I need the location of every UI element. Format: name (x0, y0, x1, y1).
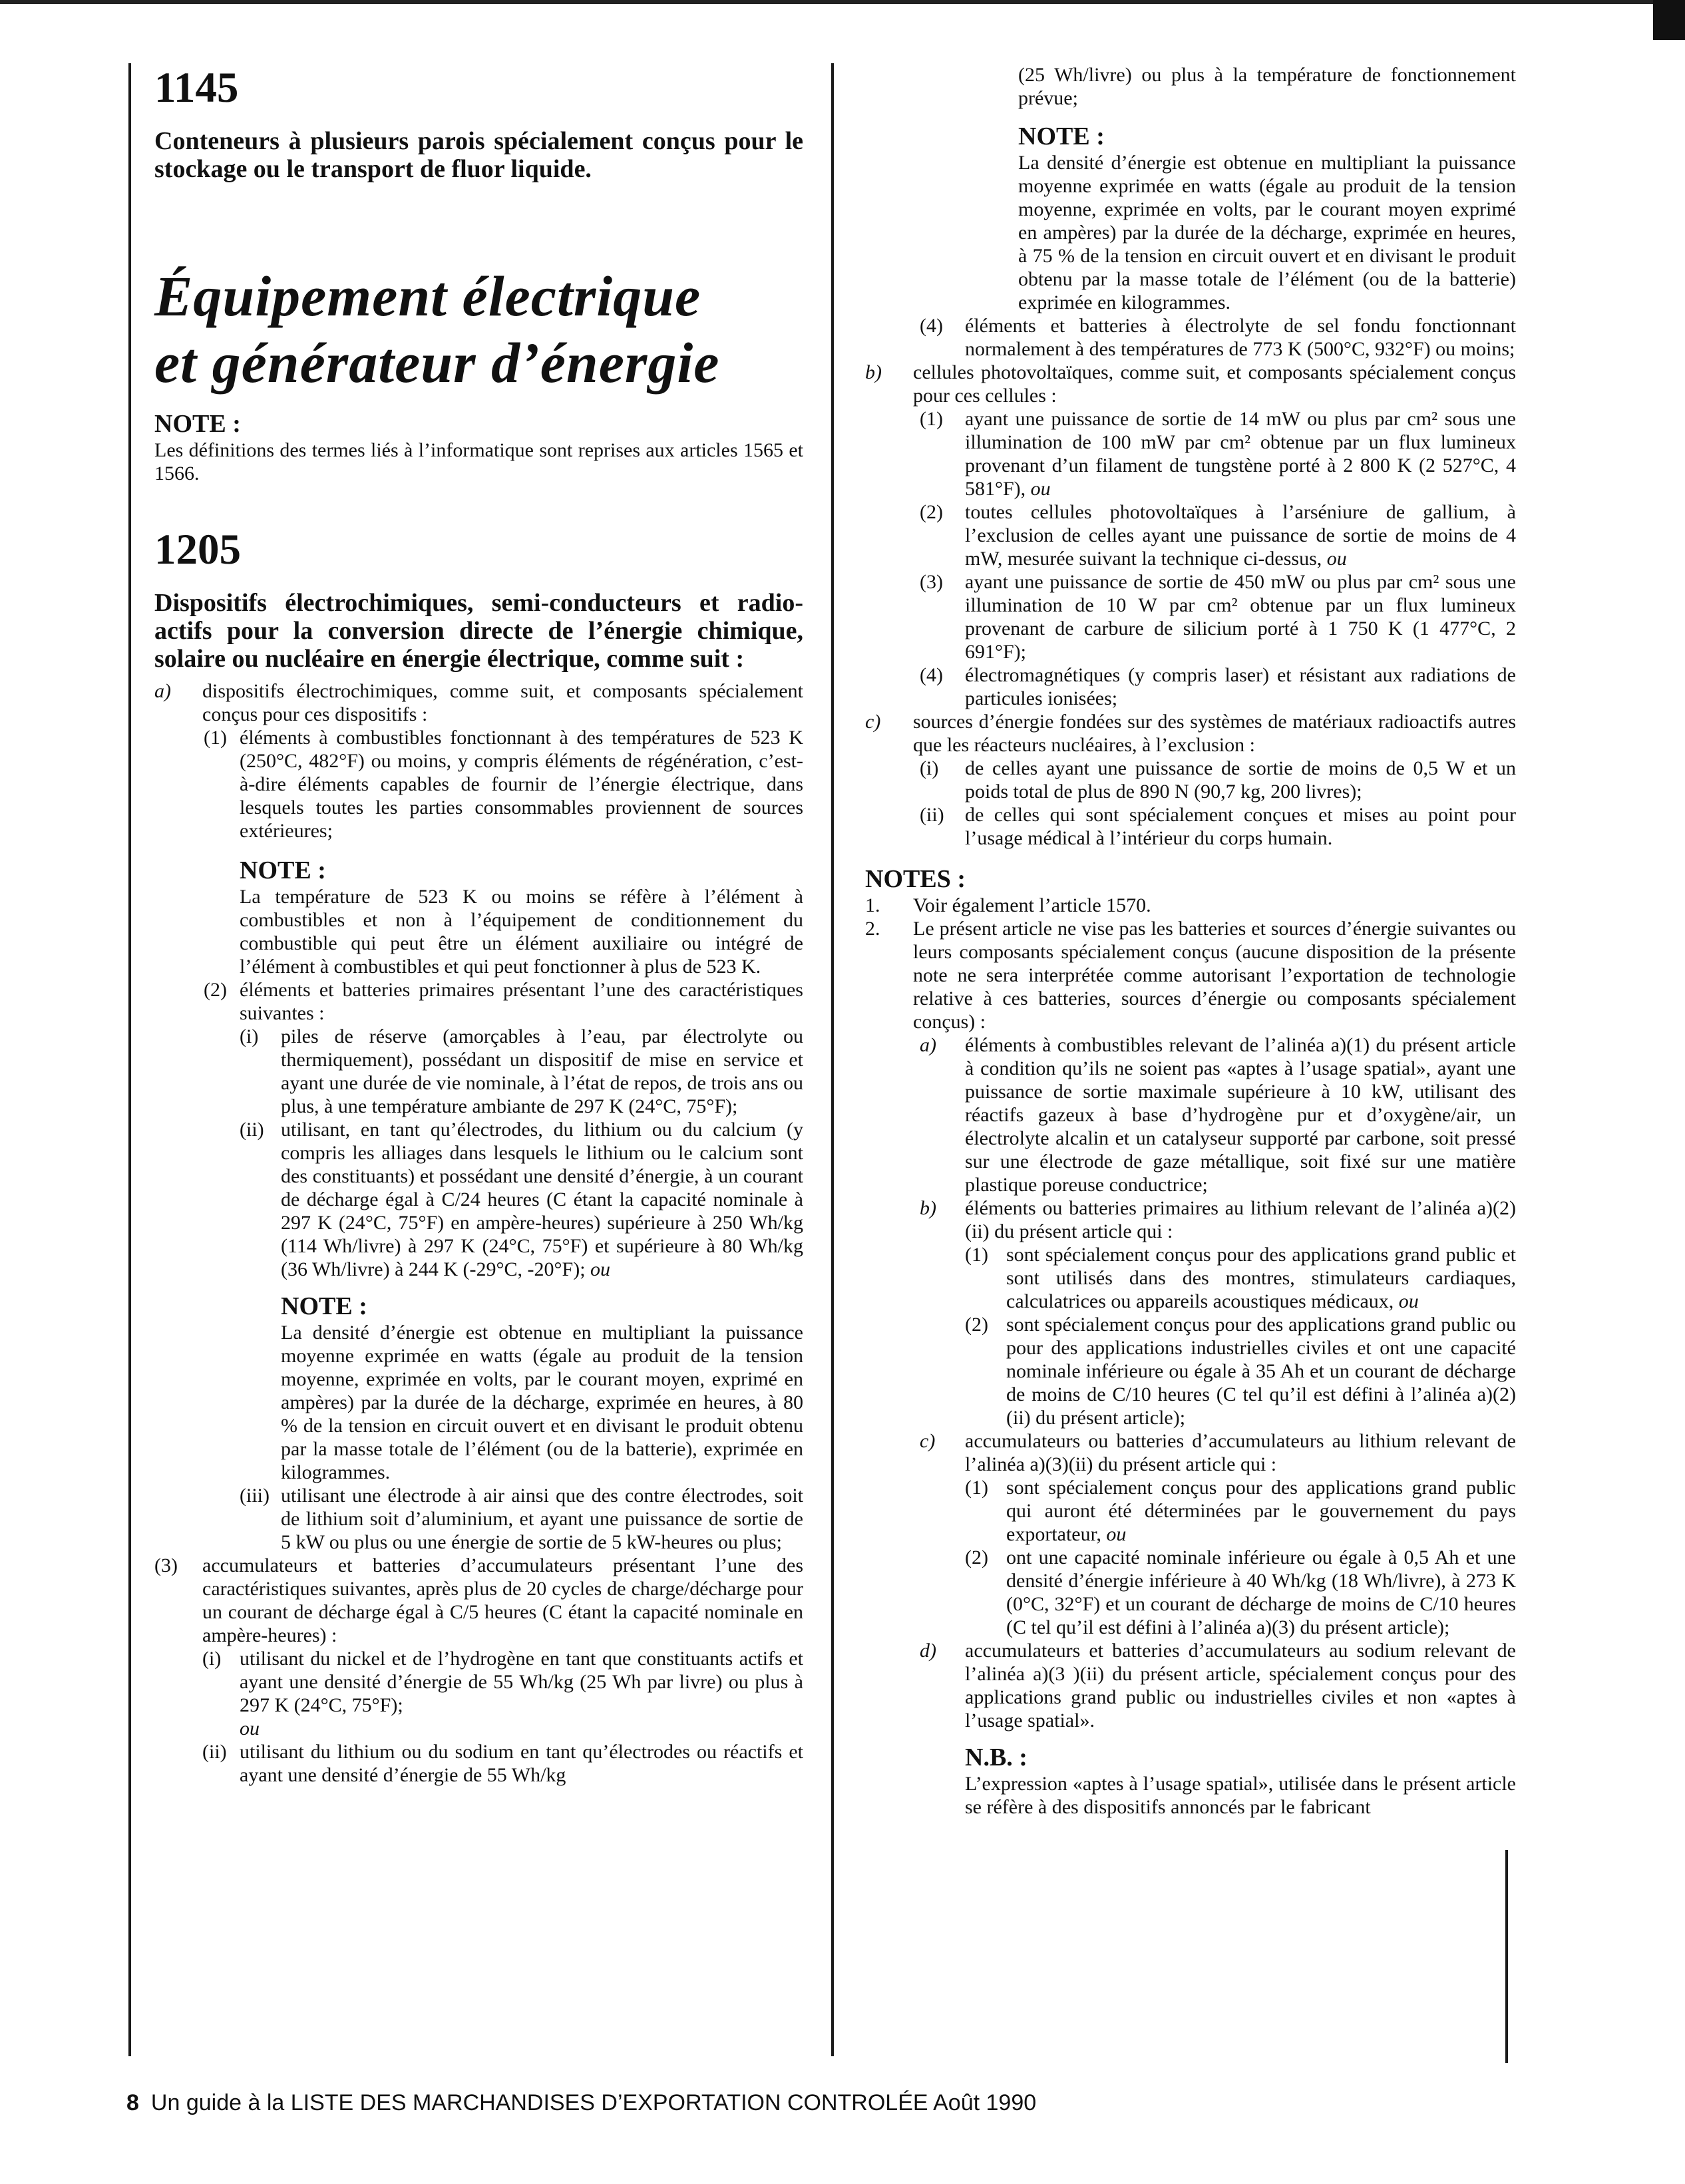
item-a1 (204, 726, 803, 842)
note-heading: NOTE : (154, 410, 241, 438)
item-a-text: dispositifs électrochimiques, comme suit, et composants spécialement conçus pour ces dispositifs : (202, 680, 803, 725)
note-2b1-label: (1) (965, 1244, 988, 1266)
item-a2i (240, 1025, 803, 1118)
note-2c2-text: ont une capacité nominale inférieure ou égale à 0,5 Ah et une densité d’énergie inférieure à 40 Wh/kg (18 Wh/livre), à 273 K (0°C, 32°F) et un courant de décharge de moins de C/10 heures (C tel qu’il est défini à l’alinéa a)(3) du présent article); (1006, 1547, 1516, 1638)
item-a3i-label: (i) (202, 1648, 222, 1670)
item-ci (920, 757, 1516, 803)
item-b1-label: (1) (920, 408, 943, 430)
item-a3ii-label: (ii) (202, 1741, 227, 1763)
item-a2i-text: piles de réserve (amorçables à l’eau, par électrolyte ou thermiquement), possédant un dispositif de mise en service et ayant une durée de vie nominale, à l’état de repos, de trois ans ou plus, à une température ambiante de 297 K (24°C, 75°F); (281, 1025, 803, 1117)
item-c-label: c) (865, 711, 881, 733)
item-b2-ou: ou (1326, 548, 1347, 570)
item-a3-label: (3) (154, 1554, 178, 1576)
item-a4-text: éléments et batteries à électrolyte de sel fondu fonctionnant normalement à des températures de 773 K (500°C, 932°F) ou moins; (965, 315, 1516, 360)
right-margin-rule (1505, 1850, 1508, 2063)
nb-block (965, 1743, 1516, 1819)
item-a2ii-label: (ii) (240, 1119, 264, 1141)
article-1145-number: 1145 (154, 64, 239, 112)
item-a2ii (240, 1118, 803, 1281)
corner-mark (1653, 0, 1685, 40)
item-b4-text: électromagnétiques (y compris laser) et résistant aux radiations de particules ionisées; (965, 664, 1516, 709)
note-1-label: 1. (865, 894, 880, 916)
item-a-label: a) (154, 680, 171, 702)
item-a3 (154, 1554, 803, 1647)
item-a3ii-text: utilisant du lithium ou du sodium en tant qu’électrodes ou réactifs et ayant une densité d’énergie de 55 Wh/kg (240, 1741, 803, 1786)
item-b2-text: toutes cellules photovoltaïques à l’arséniure de gallium, à l’exclusion de celles ayant une puissance de sortie de moins de 4 mW, mesurée suivant la technique ci-dessus, (965, 501, 1516, 570)
article-1205-number: 1205 (154, 526, 241, 574)
note-2-text: Le présent article ne vise pas les batteries et sources d’énergie suivantes ou leurs composants spécialement conçus (aucune disposition de la présente note ne sera interprétée comme autorisant l’exportation de technologie relative à ces batteries, sources d’énergie ou composants spécialement conçus) : (913, 918, 1516, 1033)
item-a2 (204, 978, 803, 1025)
note-1 (865, 894, 1516, 917)
note-2c (920, 1429, 1516, 1476)
note-a2ii-heading: NOTE : (281, 1292, 367, 1320)
item-b3-label: (3) (920, 571, 943, 593)
item-cii (920, 803, 1516, 850)
section-title-line1: Équipement électrique (154, 264, 701, 328)
item-ci-text: de celles ayant une puissance de sortie de moins de 0,5 W et un poids total de plus de 890 N (90,7 kg, 200 livres); (965, 757, 1516, 803)
item-b4-label: (4) (920, 664, 943, 686)
item-a1-text: éléments à combustibles fonctionnant à des températures de 523 K (250°C, 482°F) ou moins, y compris éléments de régénération, c’est-à-dire éléments capables de fournir de l’énergie électrique, dans lesquels toutes les parties consommables proviennent de sources extérieures; (240, 727, 803, 842)
item-b3 (920, 570, 1516, 663)
item-cii-label: (ii) (920, 804, 944, 826)
item-a2ii-ou: ou (590, 1258, 611, 1280)
note-2-label: 2. (865, 918, 880, 940)
note-2c1-label: (1) (965, 1477, 988, 1499)
nb-text: L’expression «aptes à l’usage spatial», utilisée dans le présent article se réfère à des dispositifs annoncés par le fabricant (965, 1773, 1516, 1818)
note-2b2 (965, 1313, 1516, 1429)
note-a2ii (281, 1292, 803, 1484)
item-a3i (202, 1647, 803, 1740)
note-right (1018, 122, 1516, 314)
note-2b1-ou: ou (1398, 1290, 1419, 1312)
item-a2i-label: (i) (240, 1025, 259, 1047)
page-number: 8 (126, 2090, 139, 2115)
note-right-heading: NOTE : (1018, 122, 1105, 150)
note-2b2-text: sont spécialement conçus pour des applications grand public ou pour des applications industrielles civiles et ont une capacité nominale inférieure ou égale à 35 Ah et un courant de décharge de moins de C/10 heures (C tel qu’il est défini à l’alinéa a)(2)(ii) du présent article); (1006, 1314, 1516, 1429)
note-2c2-label: (2) (965, 1547, 988, 1568)
note-text: Les définitions des termes liés à l’informatique sont reprises aux articles 1565 et 1566. (154, 439, 803, 484)
item-a3ii (202, 1740, 803, 1787)
item-a2-label: (2) (204, 979, 227, 1001)
item-a2iii-label: (iii) (240, 1485, 270, 1507)
item-b2 (920, 500, 1516, 570)
section-title-line2: et générateur d’énergie (154, 331, 720, 395)
note-2b-label: b) (920, 1197, 936, 1219)
note-a1-text: La température de 523 K ou moins se réfère à l’élément à combustibles et non à l’équipement de conditionnement du combustible qui peut être un élément auxiliaire ou intégré de l’élément à combustibles et qui peut fonctionner à plus de 523 K. (240, 886, 803, 978)
item-a4 (920, 314, 1516, 361)
item-b1-ou: ou (1030, 478, 1051, 500)
top-border (0, 0, 1657, 4)
item-ci-label: (i) (920, 757, 939, 779)
notes-heading: NOTES : (865, 865, 966, 893)
note-2c-text: accumulateurs ou batteries d’accumulateurs au lithium relevant de l’alinéa a)(3)(ii) du présent article qui : (965, 1430, 1516, 1475)
note-2b1 (965, 1243, 1516, 1313)
footer-text: Un guide à la LISTE DES MARCHANDISES D’EXPORTATION CONTROLÉE Août 1990 (150, 2090, 1037, 2115)
nb-heading: N.B. : (965, 1743, 1028, 1771)
item-a2ii-text: utilisant, en tant qu’électrodes, du lithium ou du calcium (y compris les alliages dans lesquels le lithium ou le calcium sont des constituants) et possédant une densité d’énergie, à un courant de décharge égal à C/24 heures (C étant la capacité nominale à 297 K (24°C, 75°F) en ampère-heures) supérieure à 250 Wh/kg (114 Wh/livre) à 297 K (24°C, 75°F) et supérieure à 80 Wh/kg (36 Wh/livre) à 244 K (-29°C, -20°F); (281, 1119, 803, 1280)
note-2c1 (965, 1476, 1516, 1546)
item-b4 (920, 663, 1516, 710)
article-1205-title: Dispositifs électrochimiques, semi-conducteurs et radio-actifs pour la conversion directe de l’énergie chimique, solaire ou nucléaire en énergie électrique, comme suit : (154, 589, 803, 673)
note-2c-label: c) (920, 1430, 936, 1452)
column-divider (831, 63, 834, 2056)
note-2d (920, 1639, 1516, 1732)
item-a2-text: éléments et batteries primaires présentant l’une des caractéristiques suivantes : (240, 979, 803, 1024)
note-2a-label: a) (920, 1034, 936, 1056)
note-a1-heading: NOTE : (240, 856, 326, 884)
note-2d-text: accumulateurs et batteries d’accumulateurs au sodium relevant de l’alinéa a)(3 )(ii) du présent article, spécialement conçus pour des applications grand public ou industrielles civiles et non «aptes à l’usage spatial». (965, 1640, 1516, 1731)
left-margin-rule (128, 63, 131, 2056)
note-2c1-text: sont spécialement conçus pour des applications grand public qui auront été déterminées par le gouvernement du pays exportateur, (1006, 1477, 1516, 1545)
left-column (154, 63, 803, 1787)
item-b-text: cellules photovoltaïques, comme suit, et composants spécialement conçus pour ces cellules : (913, 361, 1516, 407)
note-a2ii-text: La densité d’énergie est obtenue en multipliant la puissance moyenne exprimée en watts (égale au produit de la tension moyenne, exprimée en volts, par le courant moyen, exprimé en ampères) par la durée de la décharge, exprimée en heures, à 80 % de la tension en circuit ouvert et en divisant le produit obtenu par la masse totale de l’élément (ou de la batterie), exprimée en kilogrammes. (281, 1322, 803, 1483)
note-2 (865, 917, 1516, 1033)
page-footer (126, 2090, 1036, 2116)
right-column (865, 63, 1516, 1819)
article-1145-title: Conteneurs à plusieurs parois spécialement conçus pour le stockage ou le transport de fluor liquide. (154, 127, 803, 183)
item-cii-text: de celles qui sont spécialement conçues et mises au point pour l’usage médical à l’intérieur du corps humain. (965, 804, 1516, 849)
item-a3i-text: utilisant du nickel et de l’hydrogène en tant que constituants actifs et ayant une densité d’énergie de 55 Wh/kg (25 Wh par livre) ou plus à 297 K (24°C, 75°F); (240, 1648, 803, 1716)
note-1-text: Voir également l’article 1570. (913, 894, 1151, 916)
note-2b-text: éléments ou batteries primaires au lithium relevant de l’alinéa a)(2)(ii) du présent article qui : (965, 1197, 1516, 1242)
item-a (154, 679, 803, 726)
item-c (865, 710, 1516, 757)
continuation-text: (25 Wh/livre) ou plus à la température de fonctionnement prévue; (1018, 64, 1516, 109)
item-a3-text: accumulateurs et batteries d’accumulateurs présentant l’une des caractéristiques suivantes, après plus de 20 cycles de charge/décharge pour un courant de décharge égal à C/5 heures (C étant la capacité nominale en ampère-heures) : (202, 1554, 803, 1646)
item-a3i-ou: ou (240, 1718, 260, 1739)
note-2b (920, 1196, 1516, 1243)
item-a2iii (240, 1484, 803, 1554)
item-c-text: sources d’énergie fondées sur des systèmes de matériaux radioactifs autres que les réacteurs nucléaires, à l’exclusion : (913, 711, 1516, 756)
item-a4-label: (4) (920, 315, 943, 337)
item-b2-label: (2) (920, 501, 943, 523)
note-2a-text: éléments à combustibles relevant de l’alinéa a)(1) du présent article à condition qu’ils ne soient pas «aptes à l’usage spatial», ayant une puissance de sortie maximale supérieure à 10 kW, utilisant des réactifs gazeux à base d’hydrogène pur et d’oxygène/air, un électrolyte alcalin et un catalyseur supporté par carbone, soit pressé sur une électrode de gaze métallique, soit fixé sur une matière plastique poreuse conductrice; (965, 1034, 1516, 1196)
note-2c2 (965, 1546, 1516, 1639)
note-right-text: La densité d’énergie est obtenue en multipliant la puissance moyenne exprimée en watts (égale au produit de la tension moyenne, exprimée en volts, par le courant moyen exprimé en ampères) par la durée de la décharge, exprimée en heures, à 75 % de la tension en circuit ouvert et en divisant le produit obtenu par la masse totale de l’élément (ou de la batterie) exprimée en kilogrammes. (1018, 152, 1516, 313)
item-b3-text: ayant une puissance de sortie de 450 mW ou plus par cm² sous une illumination de 10 W par cm² obtenue par un flux lumineux provenant de carbure de silicium porté à 1 750 K (1 477°C, 2 691°F); (965, 571, 1516, 663)
note-2c1-ou: ou (1106, 1523, 1127, 1545)
item-b1 (920, 407, 1516, 500)
note-a1 (240, 856, 803, 978)
item-a2iii-text: utilisant une électrode à air ainsi que des contre électrodes, soit de lithium soit d’aluminium, et ayant une puissance de sortie de 5 kW ou plus ou une énergie de sortie de 5 kW-heures ou plus; (281, 1485, 803, 1553)
item-b (865, 361, 1516, 407)
item-b1-text: ayant une puissance de sortie de 14 mW ou plus par cm² sous une illumination de 100 mW par cm² obtenue par un flux lumineux provenant d’un filament de tungstène porté à 2 800 K (2 527°C, 4 581°F), (965, 408, 1516, 500)
item-a1-label: (1) (204, 727, 227, 749)
note-2b2-label: (2) (965, 1314, 988, 1336)
item-b-label: b) (865, 361, 882, 383)
note-2a (920, 1033, 1516, 1196)
note-2b1-text: sont spécialement conçus pour des applications grand public et sont utilisés dans des montres, stimulateurs cardiaques, calculatrices ou appareils acoustiques médicaux, (1006, 1244, 1516, 1312)
note-2d-label: d) (920, 1640, 936, 1662)
